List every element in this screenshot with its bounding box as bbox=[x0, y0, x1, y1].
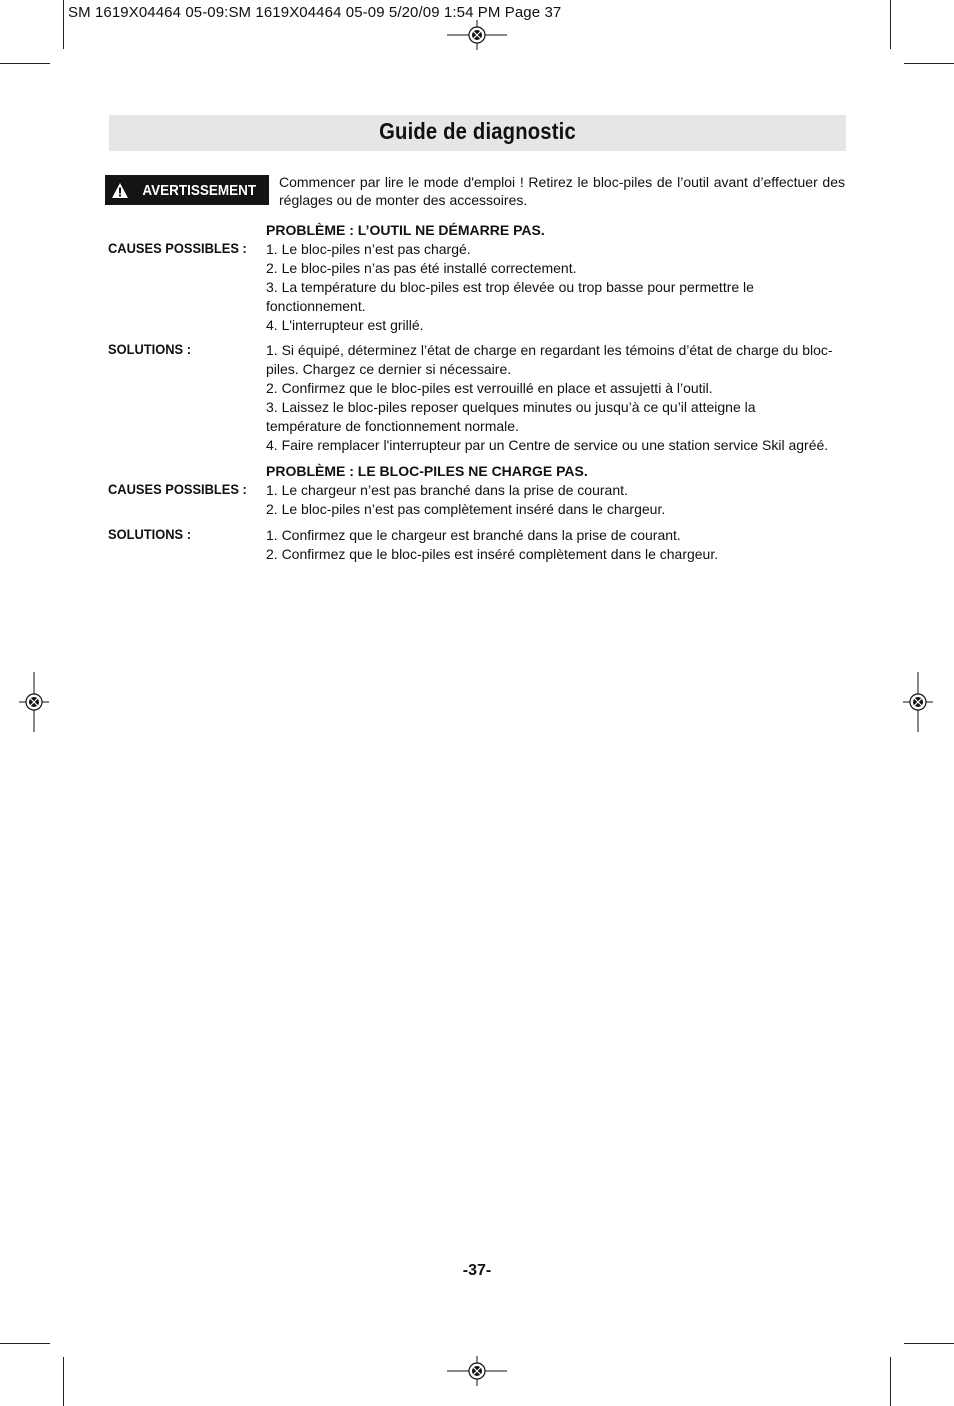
solutions-label-2: SOLUTIONS : bbox=[108, 526, 192, 542]
warning-triangle-icon bbox=[112, 183, 128, 198]
problem-1-causes bbox=[266, 221, 846, 335]
list-item: 4. Faire remplacer l'interrupteur par un Centre de service ou une station service Skil agréé. bbox=[266, 437, 829, 453]
list-item: 1. Confirmez que le chargeur est branché dans la prise de courant. bbox=[266, 527, 681, 543]
warning-text: Commencer par lire le mode d'emploi ! Retirez le bloc-piles de l’outil avant d’effectuer des réglages ou de monter des accessoires. bbox=[279, 174, 845, 208]
solutions-label-1: SOLUTIONS : bbox=[108, 341, 192, 357]
list-item: 2. Le bloc-piles n’est pas complètement inséré dans le chargeur. bbox=[266, 501, 666, 517]
problem-2-causes bbox=[266, 462, 846, 519]
list-item: 4. L'interrupteur est grillé. bbox=[266, 317, 424, 333]
list-item: 1. Le chargeur n’est pas branché dans la prise de courant. bbox=[266, 482, 628, 498]
list-item: 1. Si équipé, déterminez l’état de charge en regardant les témoins d’état de charge du bloc-piles. Chargez ce dernier si nécessaire. bbox=[266, 342, 833, 377]
registration-mark-top-icon bbox=[447, 20, 507, 50]
warning-label: AVERTISSEMENT bbox=[142, 181, 256, 199]
list-item: 2. Le bloc-piles n’as pas été installé correctement. bbox=[266, 260, 577, 276]
print-slug: SM 1619X04464 05-09:SM 1619X04464 05-09 5/20/09 1:54 PM Page 37 bbox=[68, 4, 562, 21]
causes-label-2: CAUSES POSSIBLES : bbox=[108, 481, 247, 497]
title-bar bbox=[109, 115, 846, 151]
problem-2-solutions bbox=[266, 526, 846, 564]
warning-badge bbox=[105, 175, 269, 205]
registration-mark-bottom-icon bbox=[447, 1356, 507, 1386]
causes-label-1: CAUSES POSSIBLES : bbox=[108, 240, 247, 256]
page-title: Guide de diagnostic bbox=[379, 118, 576, 144]
list-item: 2. Confirmez que le bloc-piles est inséré complètement dans le chargeur. bbox=[266, 546, 719, 562]
list-item: 1. Le bloc-piles n’est pas chargé. bbox=[266, 241, 471, 257]
problem-heading-2: PROBLÈME : LE BLOC-PILES NE CHARGE PAS. bbox=[266, 463, 588, 479]
registration-mark-right-icon bbox=[903, 672, 933, 732]
problem-heading-1: PROBLÈME : L’OUTIL NE DÉMARRE PAS. bbox=[266, 222, 545, 238]
problem-1-solutions bbox=[266, 341, 846, 455]
page-number: -37- bbox=[462, 1262, 492, 1279]
list-item: 3. La température du bloc-piles est trop élevée ou trop basse pour permettre le fonctionnement. bbox=[266, 279, 754, 314]
list-item: 2. Confirmez que le bloc-piles est verrouillé en place et assujetti à l’outil. bbox=[266, 380, 713, 396]
list-item: 3. Laissez le bloc-piles reposer quelques minutes ou jusqu’à ce qu’il atteigne la température de fonctionnement normale. bbox=[266, 399, 756, 434]
registration-mark-left-icon bbox=[19, 672, 49, 732]
